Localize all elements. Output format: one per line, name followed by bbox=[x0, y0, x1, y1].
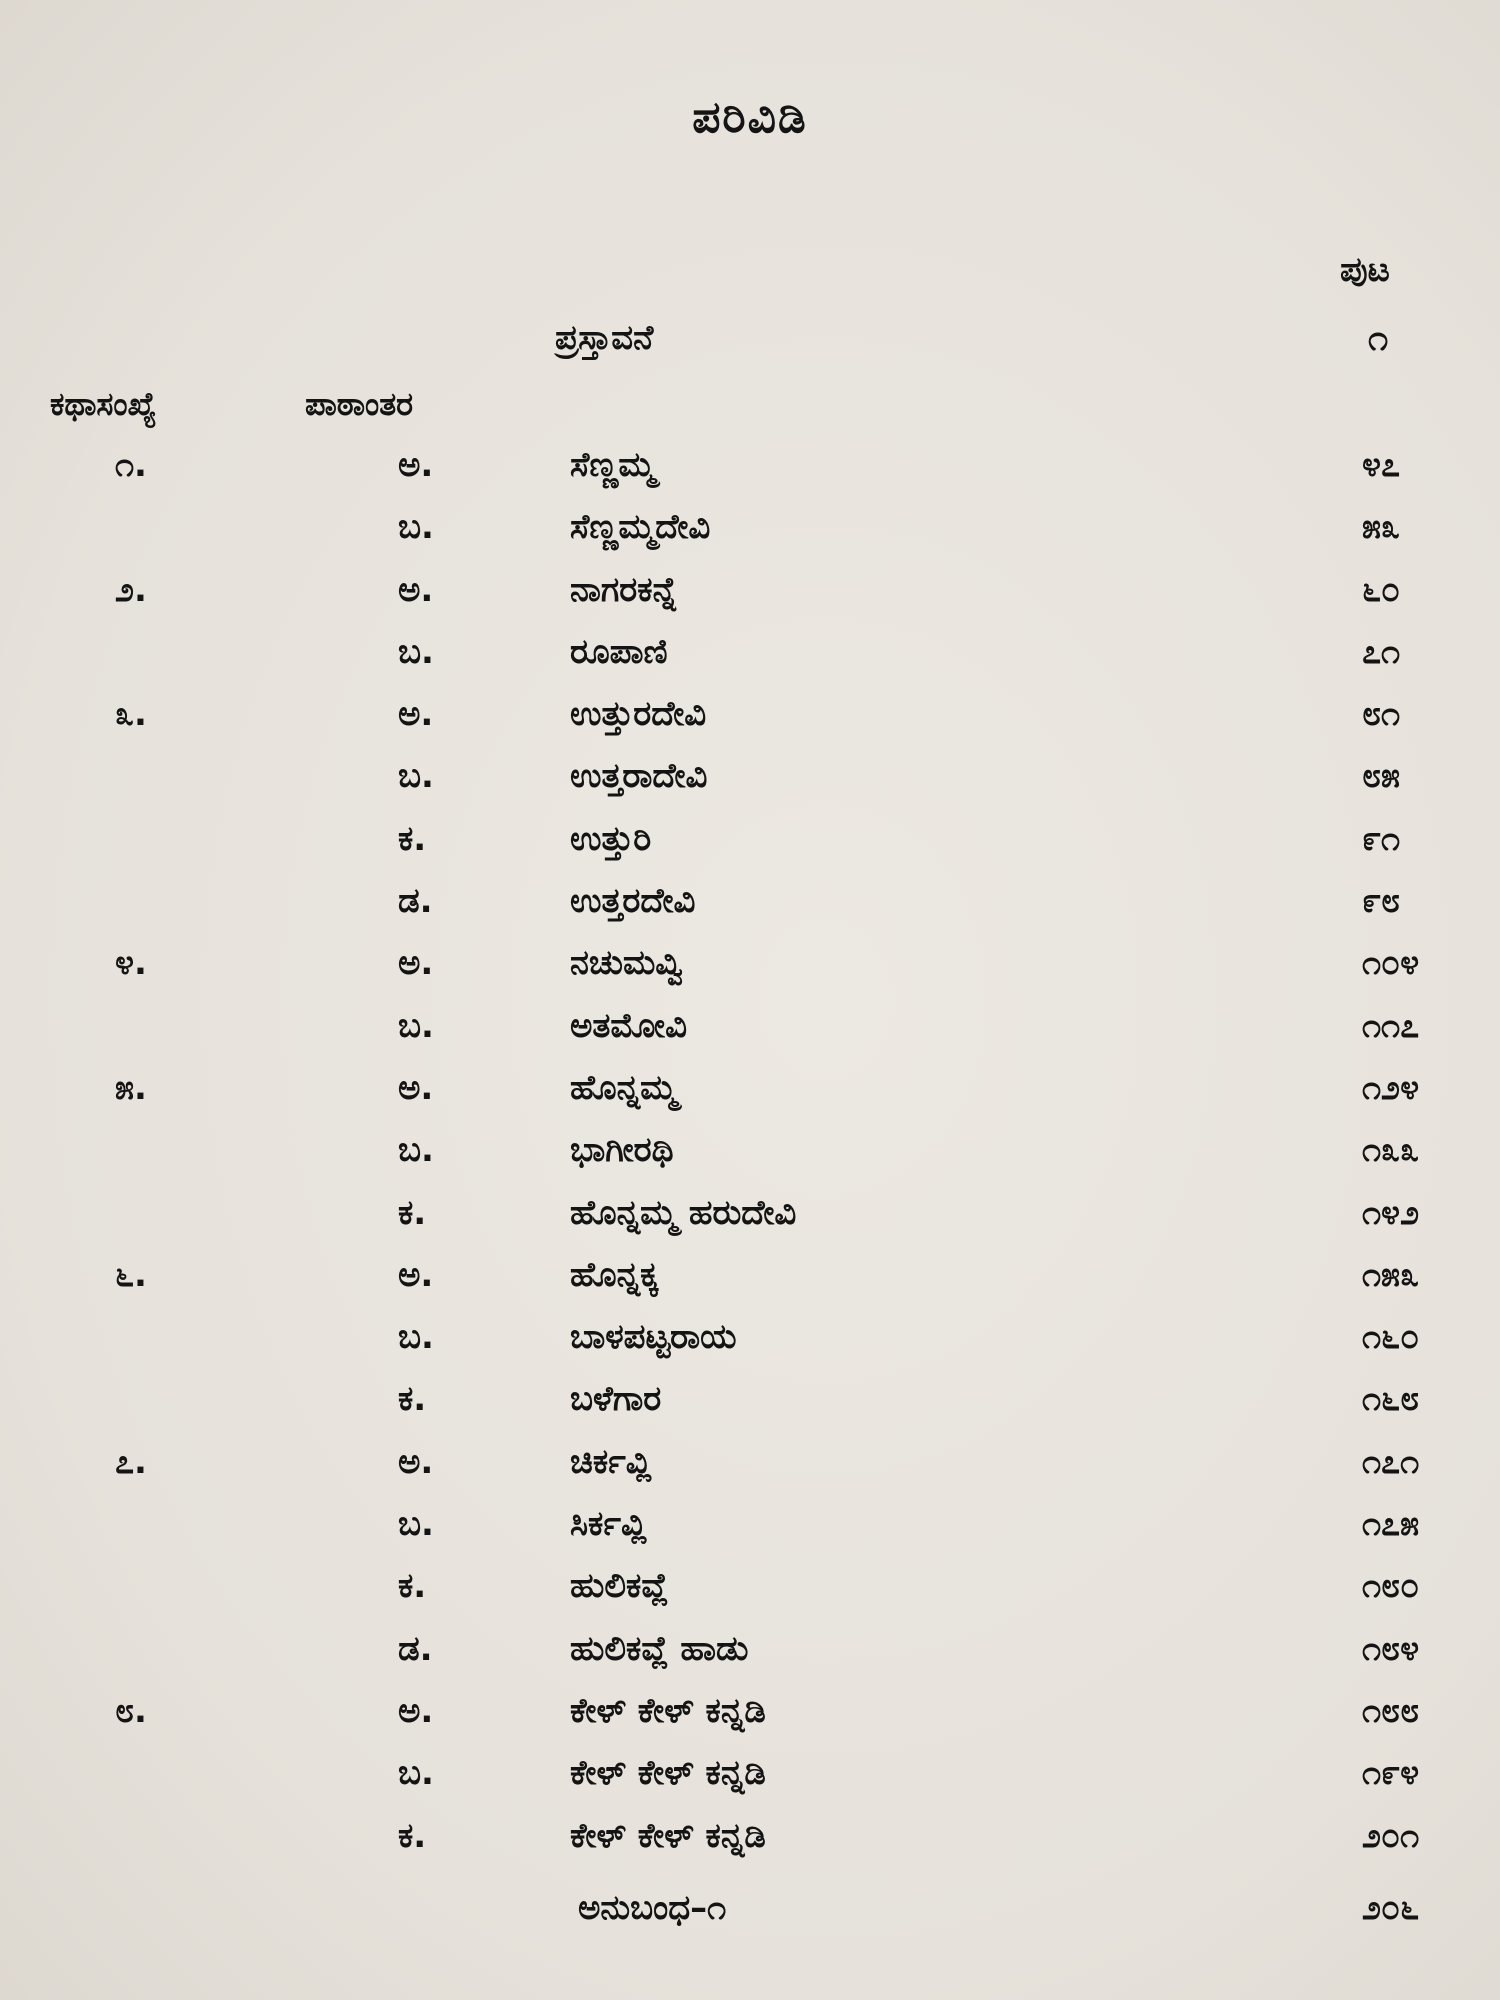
toc-page-number: ೫೩ bbox=[1362, 507, 1401, 548]
toc-variant-letter: ಕ. bbox=[398, 1379, 427, 1420]
toc-story-number: ೧. bbox=[115, 445, 147, 485]
toc-variant-letter: ಅ. bbox=[398, 445, 434, 485]
toc-page-number: ೧೨೪ bbox=[1362, 1067, 1420, 1108]
toc-variant-letter: ಬ. bbox=[398, 756, 434, 797]
toc-entry-title: ಉತ್ತರದೇವಿ bbox=[570, 881, 696, 922]
toc-row bbox=[0, 694, 1500, 756]
toc-entry-title: ಉತ್ತುರಿ bbox=[570, 818, 652, 859]
toc-page-number: ೮೧ bbox=[1362, 694, 1401, 735]
toc-story-number: ೬. bbox=[115, 1254, 147, 1295]
toc-page-number: ೧೭೧ bbox=[1362, 1441, 1420, 1482]
variant-column-header: ಪಾಠಾಂತರ bbox=[305, 385, 414, 423]
toc-page-number: ೧೯೪ bbox=[1362, 1753, 1420, 1794]
toc-page-number: ೧೦೪ bbox=[1362, 943, 1420, 984]
toc-entry-title: ಸೆಣ್ಣಮ್ಮದೇವಿ bbox=[570, 507, 711, 548]
toc-page-number: ೧೮೮ bbox=[1362, 1690, 1420, 1731]
toc-row bbox=[0, 1379, 1500, 1441]
toc-entry-title: ಕೇಳ್ ಕೇಳ್ ಕನ್ನಡಿ bbox=[570, 1690, 766, 1731]
toc-row bbox=[0, 1504, 1500, 1566]
toc-row bbox=[0, 1566, 1500, 1628]
toc-row bbox=[0, 1193, 1500, 1255]
toc-variant-letter: ಬ. bbox=[398, 1005, 434, 1046]
toc-entry-title: ಉತ್ತುರದೇವಿ bbox=[570, 694, 707, 735]
page-column-header: ಪುಟ bbox=[1340, 250, 1390, 290]
toc-entry-title: ಹುಲಿಕವ್ಲೆ bbox=[570, 1566, 669, 1607]
toc-story-number: ೭. bbox=[115, 1441, 147, 1482]
toc-entry-title: ಹುಲಿಕವ್ಲೆ ಹಾಡು bbox=[570, 1628, 749, 1669]
toc-entry-title: ಬಳೆಗಾರ bbox=[570, 1379, 662, 1420]
toc-page-number: ೪೭ bbox=[1362, 445, 1401, 485]
toc-row bbox=[0, 819, 1500, 881]
toc-story-number: ೪. bbox=[115, 943, 147, 984]
toc-row bbox=[0, 943, 1500, 1005]
toc-page-number: ೧೮೦ bbox=[1362, 1566, 1420, 1607]
toc-variant-letter: ಬ. bbox=[398, 1317, 434, 1358]
toc-story-number: ೩. bbox=[115, 694, 147, 735]
toc-story-number: ೮. bbox=[115, 1690, 147, 1731]
toc-entry-title: ಅತಮೋವಿ bbox=[570, 1005, 688, 1046]
toc-row bbox=[0, 756, 1500, 818]
toc-variant-letter: ಅ. bbox=[398, 943, 434, 984]
toc-variant-letter: ಬ. bbox=[398, 1130, 434, 1171]
toc-row bbox=[0, 1629, 1500, 1691]
toc-entry-title: ನಾಗರಕನ್ನೆ bbox=[570, 569, 678, 610]
page-title: ಪರಿವಿಡಿ bbox=[692, 92, 808, 143]
toc-entry-title: ಭಾಗೀರಥಿ bbox=[570, 1130, 674, 1171]
toc-entry-title: ನಚುಮವ್ವಿ bbox=[570, 943, 684, 984]
toc-entry-title: ಉತ್ತರಾದೇವಿ bbox=[570, 756, 708, 797]
toc-page-number: ೧೪೨ bbox=[1362, 1192, 1420, 1233]
toc-row bbox=[0, 1691, 1500, 1753]
appendix-page-number: ೨೦೬ bbox=[1362, 1888, 1420, 1928]
toc-page-number: ೧೬೮ bbox=[1362, 1379, 1420, 1420]
toc-page-number: ೨೦೧ bbox=[1362, 1815, 1420, 1856]
toc-row bbox=[0, 1317, 1500, 1379]
toc-variant-letter: ಅ. bbox=[398, 1254, 434, 1295]
table-of-contents bbox=[0, 445, 1500, 1878]
toc-variant-letter: ಬ. bbox=[398, 1753, 434, 1794]
toc-row bbox=[0, 632, 1500, 694]
toc-page-number: ೧೧೭ bbox=[1362, 1005, 1420, 1046]
toc-page-number: ೯೧ bbox=[1362, 818, 1401, 859]
toc-story-number: ೨. bbox=[115, 569, 147, 610]
toc-entry-title: ಕೇಳ್ ಕೇಳ್ ಕನ್ನಡಿ bbox=[570, 1815, 766, 1856]
toc-entry-title: ಸಿರ್ಕವ್ಲಿ bbox=[570, 1504, 647, 1545]
preface-label: ಪ್ರಸ್ತಾವನೆ bbox=[555, 318, 654, 358]
story-number-column-header: ಕಥಾಸಂಖ್ಯೆ bbox=[50, 385, 157, 423]
toc-variant-letter: ಕ. bbox=[398, 1192, 427, 1233]
toc-row bbox=[0, 445, 1500, 507]
toc-variant-letter: ಡ. bbox=[398, 1628, 433, 1669]
toc-page-number: ೧೩೩ bbox=[1362, 1130, 1420, 1171]
appendix-label: ಅನುಬಂಧ–೧ bbox=[578, 1888, 727, 1928]
toc-entry-title: ಹೊನ್ನಕ್ಕ bbox=[570, 1254, 659, 1295]
toc-entry-title: ಕೇಳ್ ಕೇಳ್ ಕನ್ನಡಿ bbox=[570, 1753, 766, 1794]
toc-variant-letter: ಬ. bbox=[398, 631, 434, 672]
toc-row bbox=[0, 1816, 1500, 1878]
toc-variant-letter: ಅ. bbox=[398, 1441, 434, 1482]
toc-row bbox=[0, 1068, 1500, 1130]
toc-row bbox=[0, 507, 1500, 569]
toc-variant-letter: ಅ. bbox=[398, 569, 434, 610]
toc-variant-letter: ಕ. bbox=[398, 818, 427, 859]
toc-page-number: ೯೮ bbox=[1362, 881, 1401, 922]
toc-page-number: ೧೫೩ bbox=[1362, 1254, 1420, 1295]
toc-row bbox=[0, 570, 1500, 632]
toc-row bbox=[0, 1753, 1500, 1815]
toc-entry-title: ಹೊನ್ನಮ್ಮ ಹರುದೇವಿ bbox=[570, 1192, 797, 1233]
toc-variant-letter: ಕ. bbox=[398, 1566, 427, 1607]
toc-entry-title: ಬಾಳಪಟ್ಟರಾಯ bbox=[570, 1317, 737, 1358]
toc-page-number: ೭೧ bbox=[1362, 631, 1401, 672]
toc-page-number: ೮೫ bbox=[1362, 756, 1401, 797]
preface-page-number: ೧ bbox=[1368, 318, 1389, 359]
toc-variant-letter: ಕ. bbox=[398, 1815, 427, 1856]
toc-row bbox=[0, 1006, 1500, 1068]
toc-page-number: ೧೬೦ bbox=[1362, 1317, 1420, 1358]
toc-variant-letter: ಅ. bbox=[398, 1067, 434, 1108]
toc-variant-letter: ಬ. bbox=[398, 507, 434, 548]
toc-story-number: ೫. bbox=[115, 1067, 147, 1108]
toc-row bbox=[0, 1130, 1500, 1192]
toc-variant-letter: ಡ. bbox=[398, 881, 433, 922]
toc-variant-letter: ಅ. bbox=[398, 1690, 434, 1731]
toc-row bbox=[0, 1255, 1500, 1317]
toc-entry-title: ಚಿರ್ಕವ್ಲಿ bbox=[570, 1441, 652, 1482]
toc-variant-letter: ಅ. bbox=[398, 694, 434, 735]
toc-page-number: ೬೦ bbox=[1362, 569, 1401, 610]
toc-page-number: ೧೮೪ bbox=[1362, 1628, 1420, 1669]
toc-entry-title: ಸೆಣ್ಣಮ್ಮ bbox=[570, 445, 656, 485]
toc-entry-title: ರೂಪಾಣಿ bbox=[570, 631, 668, 672]
toc-variant-letter: ಬ. bbox=[398, 1504, 434, 1545]
toc-page-number: ೧೭೫ bbox=[1362, 1504, 1420, 1545]
toc-row bbox=[0, 881, 1500, 943]
toc-row bbox=[0, 1442, 1500, 1504]
toc-entry-title: ಹೊನ್ನಮ್ಮ bbox=[570, 1067, 678, 1108]
